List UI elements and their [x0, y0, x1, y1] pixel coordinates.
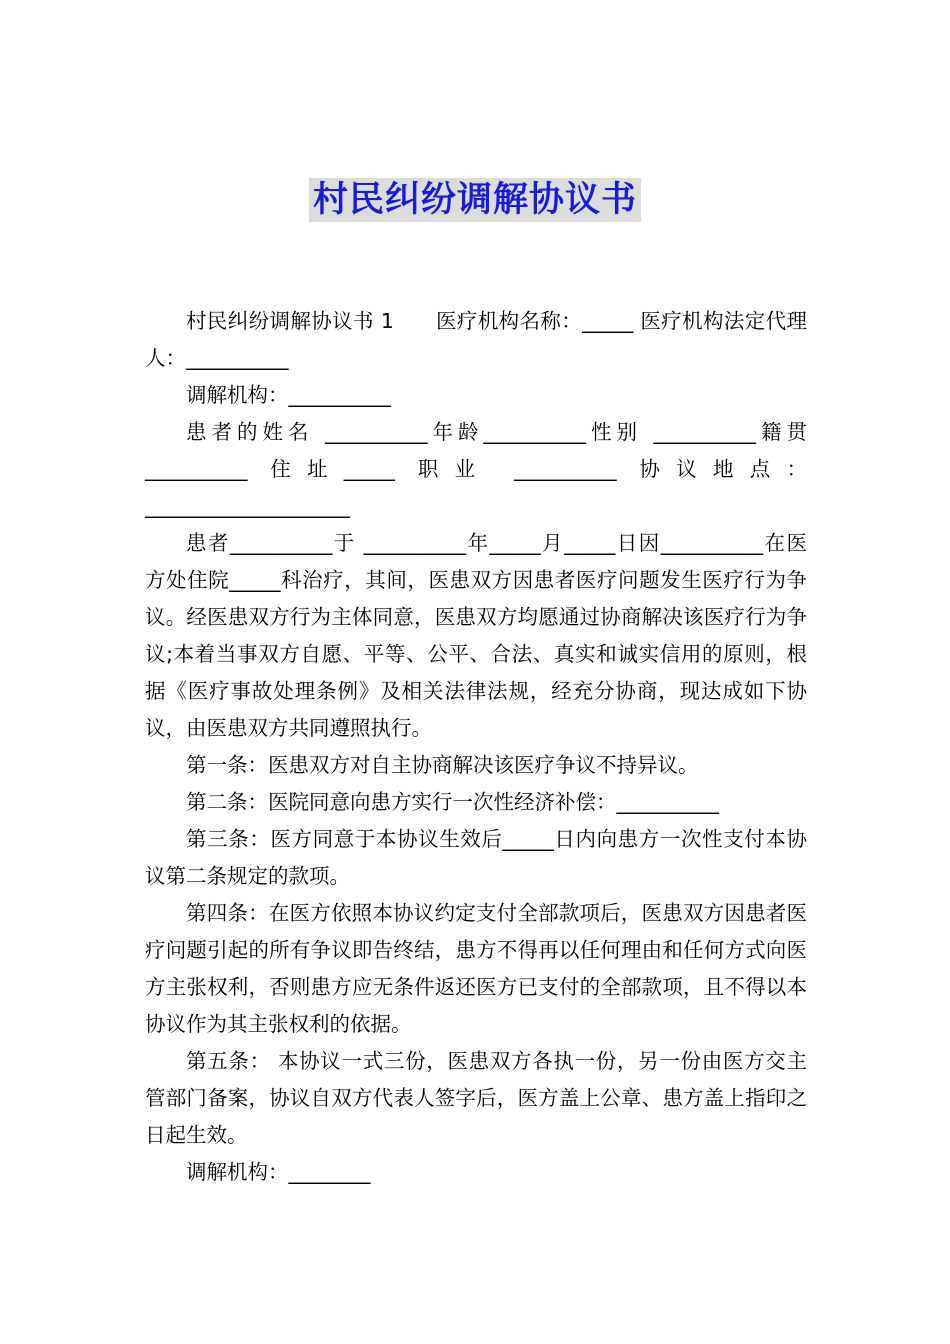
paragraph-mediator: 调解机构：__________: [186, 383, 391, 407]
paragraph-mediator-sign: 调解机构：________: [186, 1160, 371, 1184]
paragraph-article-5: 第五条： 本协议一式三份，医患双方各执一份，另一份由医方交主管部门备案，协议自双方代表人签字后，医方盖上公章、患方盖上指印之日起生效。: [145, 1049, 807, 1147]
paragraph-article-1: 第一条：医患双方对自主协商解决该医疗争议不持异议。: [186, 753, 699, 777]
document-title: 村民纠纷调解协议书: [309, 178, 641, 222]
title-block: [0, 178, 950, 222]
paragraph-header: 村民纠纷调解协议书 1 医疗机构名称：_____ 医疗机构法定代理人：__________: [145, 309, 807, 370]
document-body: [145, 303, 807, 1191]
paragraph-background: 患者__________于 __________年_____月_____日因__________在医方处住院_____科治疗，其间，医患双方因患者医疗问题发生医疗行为争议。经医患双方行为主体同意，医患双方均愿通过协商解决该医疗行为争议;本着当事双方自愿、平等、公平、合法、真实和诚实信用的原则，根据《医疗事故处理条例》及相关法律法规，经充分协商，现达成如下协议，由医患双方共同遵照执行。: [145, 531, 807, 740]
paragraph-patient-info: 患者的姓名 __________年龄__________性别 __________籍贯__________ 住址_____ 职业 __________ 协议地点：____________________: [145, 420, 807, 518]
paragraph-article-3: 第三条：医方同意于本协议生效后_____日内向患方一次性支付本协议第二条规定的款项。: [145, 827, 807, 888]
paragraph-article-4: 第四条：在医方依照本协议约定支付全部款项后，医患双方因患者医疗问题引起的所有争议即告终结，患方不得再以任何理由和任何方式向医方主张权利，否则患方应无条件返还医方已支付的全部款项，且不得以本协议作为其主张权利的依据。: [145, 901, 807, 1036]
paragraph-article-2: 第二条：医院同意向患方实行一次性经济补偿：__________: [186, 790, 719, 814]
